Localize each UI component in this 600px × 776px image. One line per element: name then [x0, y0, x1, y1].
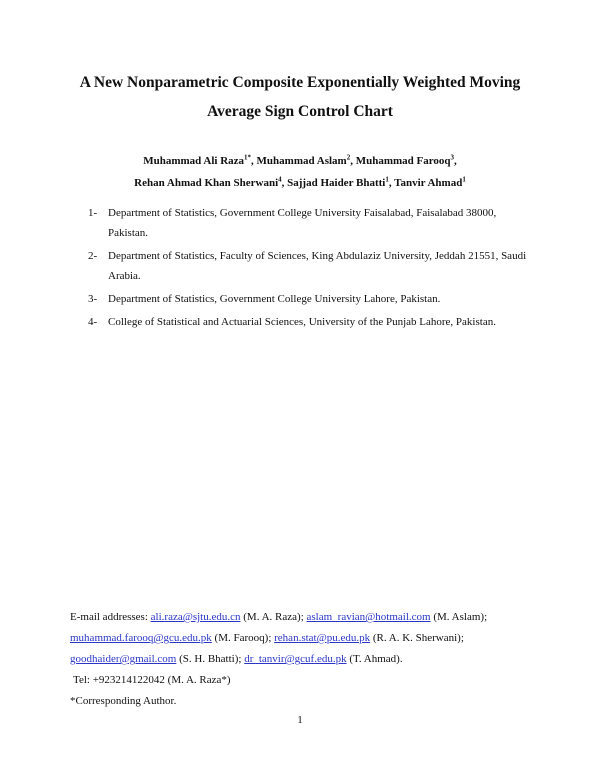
email-link[interactable]: aslam_ravian@hotmail.com	[306, 611, 431, 623]
affiliation-item	[88, 203, 528, 243]
separator: ;	[484, 611, 488, 623]
paper-title	[40, 68, 560, 126]
corresponding-author-note: *Corresponding Author.	[70, 695, 177, 707]
email-owner: (S. H. Bhatti)	[179, 653, 239, 665]
email-line-3	[70, 649, 550, 670]
affiliation-text: Department of Statistics, Faculty of Sciences, King Abdulaziz University, Jeddah 21551, Saudi Arabia.	[108, 250, 527, 282]
affiliation-text: Department of Statistics, Government College University Faisalabad, Faisalabad 38000, Pakistan.	[108, 207, 497, 239]
affiliation-item	[88, 246, 528, 286]
email-link[interactable]: rehan.stat@pu.edu.pk	[274, 632, 371, 644]
author-name: Muhammad Ali Raza	[143, 155, 245, 167]
contact-block	[70, 607, 550, 712]
affiliation-number: 4-	[88, 316, 98, 328]
author-sup: 2	[346, 153, 351, 162]
email-link[interactable]: goodhaider@gmail.com	[70, 653, 177, 665]
separator: ;	[460, 632, 464, 644]
author-name: Muhammad Farooq	[355, 155, 451, 167]
affiliation-item	[88, 289, 528, 309]
author-sup: 3	[450, 153, 455, 162]
email-link[interactable]: ali.raza@sjtu.edu.cn	[150, 611, 241, 623]
email-line-2	[70, 628, 550, 649]
email-owner: (M. Aslam)	[433, 611, 485, 623]
email-owner: (M. Farooq)	[214, 632, 269, 644]
email-line-1	[70, 607, 550, 628]
title-line-2: Average Sign Control Chart	[207, 103, 393, 120]
author-line-1: Muhammad Ali Raza$^{1*}$, Muhammad Aslam$^2$, Muhammad Farooq$^3$,	[143, 153, 457, 167]
affiliation-text: College of Statistical and Actuarial Sciences, University of the Punjab Lahore, Pakistan.	[108, 316, 496, 328]
author-line-2: Rehan Ahmad Khan Sherwani$^4$, Sajjad Haider Bhatti$^1$, Tanvir Ahmad$^1$	[134, 175, 466, 189]
separator: .	[399, 653, 403, 665]
author-list	[50, 150, 550, 194]
affiliation-number: 3-	[88, 293, 98, 305]
author-name: Sajjad Haider Bhatti	[287, 177, 386, 189]
affiliation-number: 2-	[88, 250, 98, 262]
author-sup: 1	[462, 175, 466, 184]
author-name: Rehan Ahmad Khan Sherwani	[134, 177, 279, 189]
email-owner: (R. A. K. Sherwani)	[372, 632, 461, 644]
title-line-1: A New Nonparametric Composite Exponentially Weighted Moving	[79, 74, 521, 91]
author-name: Muhammad Aslam	[256, 155, 347, 167]
email-owner: (M. A. Raza)	[243, 611, 301, 623]
telephone-line: Tel: +923214122042 (M. A. Raza*)	[73, 674, 231, 686]
author-sup: 1*	[244, 153, 252, 162]
separator: ;	[268, 632, 272, 644]
author-sup: 1	[385, 175, 389, 184]
separator: ;	[300, 611, 304, 623]
email-link[interactable]: muhammad.farooq@gcu.edu.pk	[70, 632, 212, 644]
email-owner: (T. Ahmad)	[349, 653, 400, 665]
email-label: E-mail addresses:	[70, 611, 148, 623]
affiliation-number: 1-	[88, 207, 98, 219]
affiliation-text: Department of Statistics, Government College University Lahore, Pakistan.	[108, 293, 441, 305]
affiliation-item	[88, 312, 528, 332]
separator: ;	[238, 653, 242, 665]
email-link[interactable]: dr_tanvir@gcuf.edu.pk	[244, 653, 347, 665]
affiliation-list	[88, 203, 528, 335]
page-number: 1	[297, 714, 303, 726]
author-sup: 4	[278, 175, 282, 184]
author-name: Tanvir Ahmad	[394, 177, 463, 189]
